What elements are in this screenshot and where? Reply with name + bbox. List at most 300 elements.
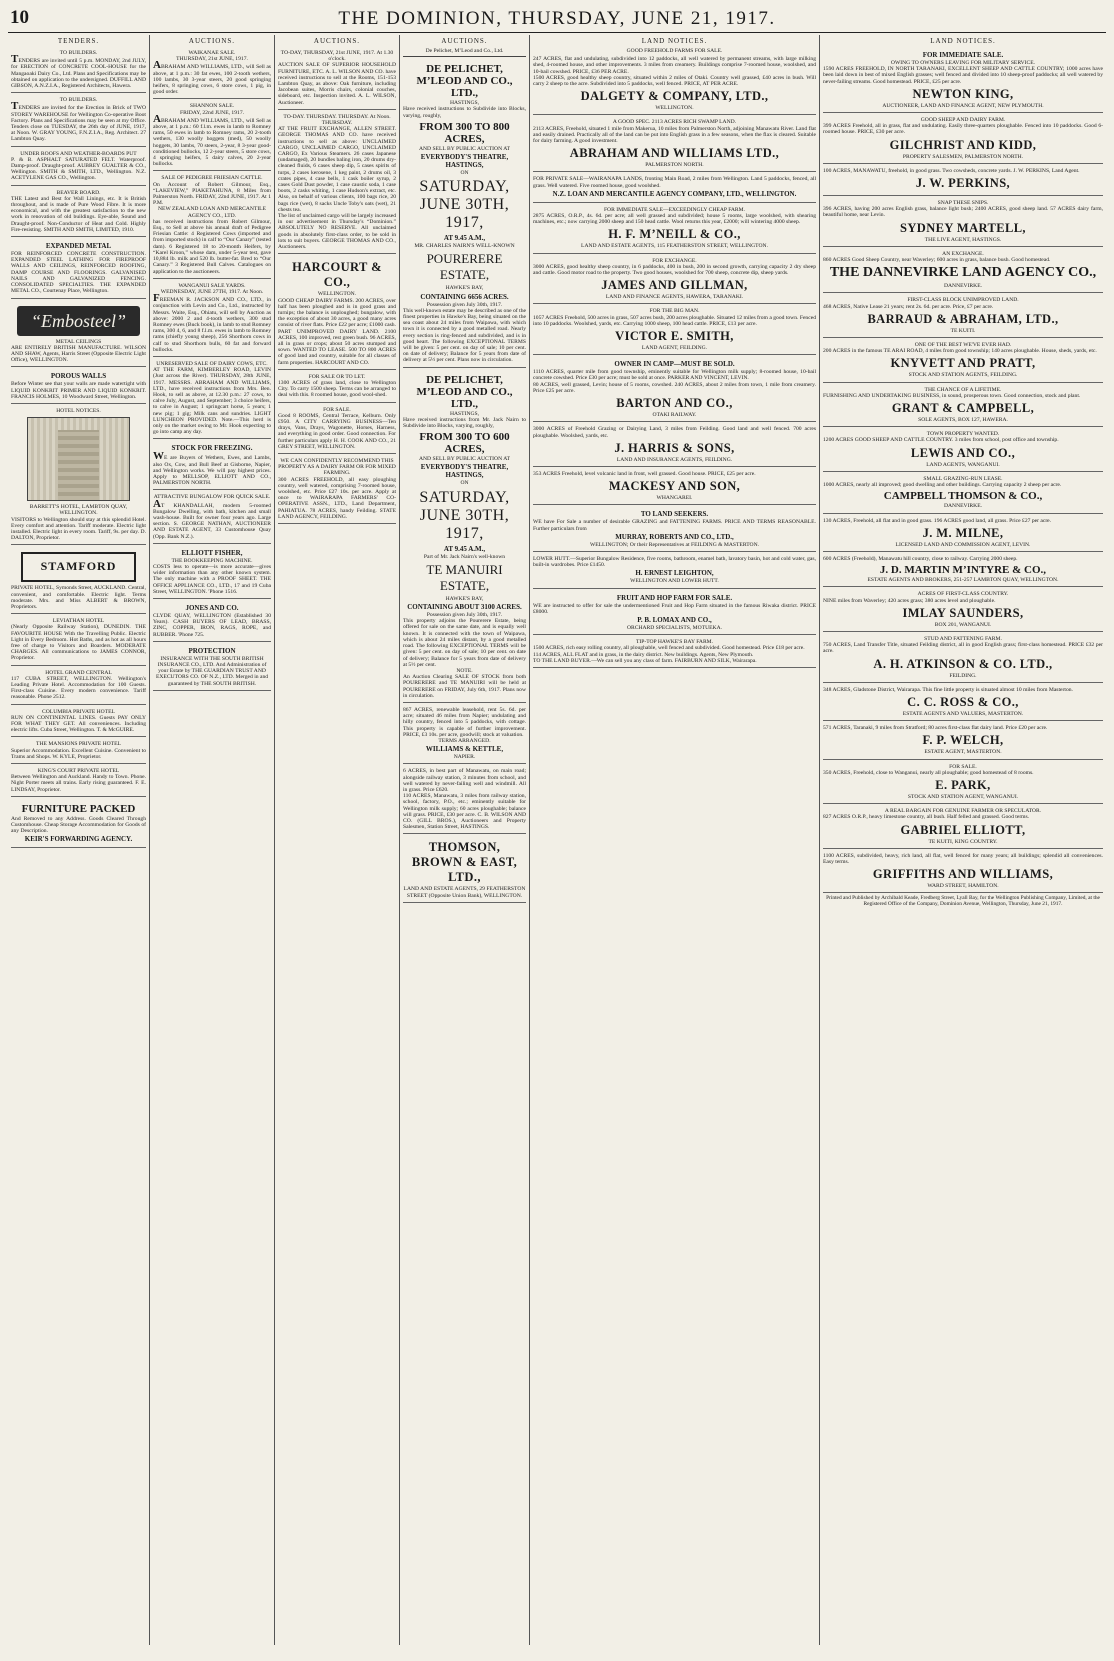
ad-columbia-hotel <box>11 707 146 738</box>
ad-heading: FRUIT AND HOP FARM FOR SALE. <box>616 593 733 602</box>
ad-heading: FOR SALE. <box>323 406 351 413</box>
ad-park <box>823 762 1103 805</box>
ad-harcourt <box>278 256 396 369</box>
ad-subheading: FIRST-CLASS BLOCK UNIMPROVED LAND. <box>907 297 1019 304</box>
ad-body: 2113 ACRES, Freehold, situated 1 mile from Makerua, 10 miles from Palmerston North, adjoining Manawatu River. Land flat and easily drained. Practically all of the land can be put into English grass in a few seasons, when the flax is cleared. Suitable for dairy farming. A good investment. <box>533 125 816 145</box>
ad-martin-mintyre <box>823 554 1103 587</box>
ad-james-gillman <box>533 256 816 305</box>
ad-body: And Removed to any Address. Goods Cleared Through Customhouse. Cheap Storage Accommodation for Goods of any Description. <box>11 815 146 835</box>
ad-subheading: OWNER IN CAMP—MUST BE SOLD. <box>614 360 735 369</box>
firm-place: LAND AND INSURANCE AGENTS, FEILDING. <box>616 456 733 463</box>
firm-place: LAND AGENTS, WANGANUI. <box>926 461 1000 468</box>
ad-body: RUN ON CONTINENTAL LINES. Guests PAY ONLY FOR WHAT THEY GET. All conveniences. Including electric lifts. Cuba Street, Wellington. T. & McGUIRE. <box>11 714 146 734</box>
ad-imlay-saunders <box>823 589 1103 632</box>
estate-area: CONTAINING ABOUT 3100 ACRES. <box>407 603 522 612</box>
firm-name: NEWTON KING, <box>912 86 1014 101</box>
hotel-logo: STAMFORD <box>21 552 136 582</box>
ad-leviathan-hotel <box>11 616 146 665</box>
firm-place: LAND AGENT, FEILDING. <box>641 345 708 352</box>
ad-land-seekers <box>533 507 816 552</box>
ad-perkins <box>823 166 1103 196</box>
firm-place: LICENSED LAND AND COMMISSION AGENT, LEVIN. <box>895 541 1031 548</box>
firm-place: WELLINGTON. <box>317 291 357 298</box>
ad-body: Superior Accommodation. Excellent Cuisine. Convenient to Trams and Shops. W. KYLE, Proprietor. <box>11 747 146 760</box>
ad-date: FRIDAY, 22nd JUNE, 1917. <box>179 109 245 116</box>
column-auctions-3 <box>400 35 530 1645</box>
ad-heading: POROUS WALLS <box>50 372 107 381</box>
masthead <box>8 6 1106 33</box>
ad-body: 396 ACRES, having 200 acres English grass, balance light bush; 2400 ACRES, good sheep land. 57 ACRES dairy farm, beautiful home, near Levin. <box>823 206 1103 219</box>
ad-body: Between Wellington and Auckland. Handy to Town. Phone. Night Porter meets all trains. Early rising guaranteed. F. E. LINDSAY, Proprietor. <box>11 774 146 793</box>
ad-body: 1500 ACRES, rich easy rolling country, all ploughable, well fenced and subdivided. Good homestead. Price £18 per acre. <box>533 645 805 652</box>
auction-day: SATURDAY, JUNE 30TH, 1917, <box>419 488 510 542</box>
ad-asphalt-felt <box>11 149 146 186</box>
firm-name: H. F. M’NEILL & CO., <box>608 227 741 242</box>
ad-dairy-farm-recommend <box>278 456 396 524</box>
ad-body: TENDERS are invited for the Erection in Brick of TWO STOREY WAREHOUSE for Wellington Co-operative Boot Factory. Plans and Specifications may be seen at my Office. Tenders close on TUESDAY, the 26th day of JUNE, 1917, at Noon. W. GRAY YOUNG, F.N.Z.I.A., Reg. Architect. 27 Lambton Quay. <box>11 100 146 143</box>
ad-jones-and-co <box>153 601 271 642</box>
firm-name: CAMPBELL THOMSON & CO., <box>883 490 1043 503</box>
ad-heading: FOR SALE OR TO LET. <box>308 373 366 380</box>
column-tenders <box>8 35 150 1645</box>
firm-name: MACKESY AND SON, <box>608 479 741 494</box>
ad-heading: HOTEL GRAND CENTRAL <box>45 669 112 676</box>
firm-name: J. M. MILNE, <box>922 525 1004 540</box>
firm-name: F. P. WELCH, <box>922 733 1004 748</box>
firm-name: VICTOR E. SMITH, <box>615 329 734 344</box>
divider <box>403 56 526 57</box>
ad-te-manuiri-estate <box>403 370 526 703</box>
firm-name: WILLIAMS & KETTLE, <box>425 745 504 754</box>
ad-heading: PROTECTION <box>188 646 236 655</box>
ad-body: AT THE FRUIT EXCHANGE, ALLEN STREET. GEORGE THOMAS AND CO. have received instructions to sell as above: UNCLAIMED CARGO, UNCLAIMED CARGO, UNCLAIMED CARGO, Ex Various Steamers. 26 cases Japanese (undamaged), 20 bundles baling iron, 20 drums dry-cleaned fluids, 6 cases sheep dip, 5 cases spirits of turps, 2 cases kerosene, 1 keg paint, 2 drums oil, 3 crates pipes, 4 case bells, 1 cask boiler syrup, 2 cases Gold Dust powder, 1 case caustic soda, 1 case boots, 2 casks whiting, 1 case Hudson's extract, etc. Also, on behalf of various clients, 100 bags rice, 20 bags rice (wet), 8 sacks Uncle Toby's oats (wet), 21 chests tea. <box>278 126 396 213</box>
firm-place: DANNEVIRKE. <box>943 283 983 290</box>
ad-leighton <box>533 554 816 589</box>
ad-body: 1110 ACRES, quarter mile from good township, eminently suitable for Wellington milk supply; 8-roomed house, 10-bail concrete cowshed. Price £30 per acre; must be sold at once. PARKER AND VINCENT, LEVIN. <box>533 369 816 382</box>
ad-expanded-metal <box>11 239 146 298</box>
firm-place: STOCK AND STATION AGENTS, FEILDING. <box>908 372 1018 379</box>
firm-place: STOCK AND STATION AGENT, WANGANUI. <box>907 793 1019 800</box>
auction-time: AT 9.45 A.M., <box>443 544 486 553</box>
ad-body: (Nearly Opposite Railway Station), DUNEDIN. THE FAVOURITE HOUSE With the Travelling Public. Electric Light in Every Bedroom. Hot Baths, and as hot as all hours free of charge to Visitors and Boarders. MODERATE CHARGES. All communications to JAMES CONNOR, Proprietor. <box>11 624 146 662</box>
firm-place: HASTINGS, <box>449 100 480 107</box>
ad-newton-king <box>823 48 1103 113</box>
ad-body: VISITORS to Wellington should stay at this splendid Hotel. Every comfort and attention. Tariff moderate. Electric light installed. Electric light in every room. Tariff, 9s. per day. D. DALTON, Proprietor. <box>11 516 146 542</box>
ad-stock-freezing <box>153 441 271 490</box>
printers-imprint: Printed and Published by Archibald Keade, Fredberg Street, Lyall Bay, for the Wellington Publishing Company, Limited, at the Registered Office of the Company, Dominion Avenue, Wellington, Thursday, June 21, 1917. <box>826 895 1100 908</box>
ad-subheading: GOOD SHEEP AND DAIRY FARM. <box>920 117 1006 124</box>
firm-name: KNYVETT AND PRATT, <box>890 356 1036 371</box>
section-heading: AUCTIONS. <box>188 37 236 45</box>
firm-name: P. B. LOMAX AND CO., <box>637 615 712 624</box>
ad-heading: TIP-TOP HAWKE'S BAY FARM. <box>635 639 714 646</box>
image-caption: BARRETT'S HOTEL, LAMBTON QUAY, WELLINGTON. <box>29 504 128 517</box>
firm-name: DALGETY & COMPANY, LTD., <box>580 89 769 104</box>
ad-body: Have received instructions to Subdivide into Blocks, varying, roughly, <box>403 106 526 119</box>
ad-body: 100 ACRES, MANAWATU, freehold, in good grass. Two cowsheds, concrete yards. J. W. PERKINS, Land Agent. <box>823 167 1080 174</box>
ad-subheading: TOWN PROPERTY WANTED. <box>926 431 1000 438</box>
ad-subheading: GOOD FREEHOLD FARMS FOR SALE. <box>626 48 723 54</box>
ad-welch <box>823 723 1103 759</box>
firm-name: BARRAUD & ABRAHAM, LTD., <box>867 311 1059 326</box>
firm-place: BOX 201, WANGANUI. <box>934 621 992 628</box>
ad-heading: SHANNON SALE. <box>189 103 235 110</box>
ad-body: This property adjoins the Pourerere Estate, being offered for sale on the same date, and is equally well known. It is connected with the town of Waipawa, which is about 24 miles distant, by a good metalled road. The following EXCEPTIONAL TERMS will be given: 5 per cent. on day of sale; 10 per cent. on date of delivery; Balance for 5 years from date of delivery at 5½ per cent. <box>403 618 526 668</box>
ad-date: WEDNESDAY, JUNE 27TH, 1917. At Noon. <box>160 288 264 295</box>
ad-body: 350 ACRES, Freehold, close to Wanganui, nearly all ploughable; good homestead of 8 rooms. <box>823 769 1034 776</box>
ad-body: 117 CUBA STREET, WELLINGTON. Wellington's Leading Private Hotel. Accommodation for 100 Guests. First-class Cuisine. Every modern convenience. Tariff reasonable. Phone 2512. <box>11 675 146 701</box>
ad-elliott-fisher <box>153 546 271 599</box>
firm-place: ESTATE AGENTS AND BROKERS, 251-257 LAMBTON QUAY, WELLINGTON. <box>867 577 1059 584</box>
column-auctions-1 <box>150 35 275 1645</box>
acre-range: FROM 300 TO 600 ACRES, <box>419 431 510 456</box>
estate-possession: Possession given July 30th, 1917. <box>426 301 503 308</box>
ad-tender-2 <box>11 95 146 146</box>
ad-barretts-hotel <box>11 406 146 545</box>
ad-date: THURSDAY, 21st JUNE, 1917. <box>176 56 248 63</box>
ad-body: TO THE LAND BUYER.—We can sell you any class of farm. FAIRBURN AND SILK, Wairarapa. <box>533 657 757 664</box>
ad-body: ABRAHAM AND WILLIAMS, LTD., will Sell as above, at 1 p.m.: 60 f.l.m. ewes in lamb to Romney rams, 50 ewes in lamb to Romney rams, 20 2-tooth wethers, 130 woolly hoggets (med), 50 woolly hoggets, 30 lambs, 70 steers, 2-year, 8 3-year good-conditioned bullocks, 12 2-year steers, 5 store cows, 4 springing heifers, 5 dairy calves, 20 2-year bullocks. <box>153 112 271 168</box>
ad-body: 600 ACRES (Freehold), Manawatu hill country, close to railway. Carrying 2000 sheep. <box>823 555 1018 562</box>
section-heading: LAND NOTICES. <box>930 37 996 45</box>
section-heading: TENDERS. <box>57 37 100 45</box>
firm-name: THE DANNEVIRKE LAND AGENCY CO., <box>829 265 1097 281</box>
ad-body: WE have For Sale a number of desirable GRAZING and FATTENING FARMS. PRICE AND TERMS REASONABLE. Further particulars from <box>533 519 816 532</box>
firm-name: THOMSON, BROWN & EAST, LTD., <box>411 840 518 885</box>
ad-body: WE are Buyers of Wethers, Ewes, and Lambs, also Ox, Cow, and Bull Beef at Gisborne, Napier, and Wellington works. We will pay highest prices. Apply to MELLSOP, ELLIOTT AND CO., PALMERSTON NORTH. <box>153 450 271 487</box>
ad-body: FREEMAN R. JACKSON AND CO., LTD., in conjunction with Levin and Co., Ltd., instructed by Messrs. Waite, Esq., Ohiatu, will sell by Auction as above: 2000 2 and 4-tooth wethers, 300 stud Romney ewes (Buck book), in lamb to stud Romney rams, 300 4, 6, and 8 f.l.m. ewes in lamb to Romney rams (chiefly young sheep), 256 Shorthorn cows in calf to stud Shorthorn bulls, 60 fat and forward bullocks. <box>153 292 271 353</box>
ad-body: 300 ACRES FREEHOLD, all easy ploughing country, well watered, comprising 7-roomed house, woolshed, etc. Price £27 10s. per acre. Apply at once to WAIRARAPA FARMERS' CO-OPERATIVE ASSN., LTD., Land Department, PAHIATUA. 78 ACRES, handy Feilding. STATE LAND AGENCY, FEILDING. <box>278 476 396 520</box>
ad-subheading: NEW ZEALAND LOAN AND MERCANTILE AGENCY CO., LTD. <box>157 206 267 219</box>
column-land-notices-1 <box>530 35 820 1645</box>
ad-heading: STOCK FOR FREEZING. <box>171 444 253 453</box>
ad-body: 3000 ACRES, good healthy sheep country, in 6 paddocks, 400 in bush, 200 in second growth, carrying capacity 2 dry sheep and cattle. Good motor road to the property. Two good houses, woolshed for 700 sheep, concrete dip, sheep yards. <box>533 263 816 277</box>
ad-harris-sons <box>533 424 816 467</box>
ad-waikanae-sale <box>153 48 271 99</box>
auction-time: AT 9.45 A.M., <box>443 234 486 243</box>
ad-subheading: OWING TO OWNERS LEAVING FOR MILITARY SERVICE. <box>890 60 1036 66</box>
ad-body: WE are instructed to offer for sale the undermentioned Fruit and Hop Farm situated in the famous Riwaka district. PRICE £8000. <box>533 602 816 615</box>
section-heading: AUCTIONS. <box>441 37 488 45</box>
ad-nz-loan <box>533 174 816 202</box>
firm-name: H. ERNEST LEIGHTON, <box>635 569 714 578</box>
ad-mneill <box>533 205 816 254</box>
ad-grant-campbell <box>823 385 1103 428</box>
ad-furniture-packed <box>11 799 146 849</box>
ad-body: 353 ACRES Freehold, level volcanic land in front, well grassed. Good house. PRICE, £25 per acre. <box>533 470 756 477</box>
ad-heading: KING'S COURT PRIVATE HOTEL <box>37 768 120 775</box>
auction-venue: EVERYBODY'S THEATRE, HASTINGS, <box>420 153 509 170</box>
firm-place: LAND AND FINANCE AGENTS, HAWERA, TARANAKI. <box>605 294 744 301</box>
firm-name: SYDNEY MARTELL, <box>900 220 1026 235</box>
ad-furniture-auction <box>278 48 396 110</box>
ad-body: 3000 ACRES of Freehold Grazing or Dairying Land, 3 miles from Feilding. Good land and well fenced. 700 acres ploughable. Woolshed, yards, etc. <box>533 426 816 439</box>
ad-body: 867 ACRES, renewable leasehold, rent 5s. 6d. per acre; situated 46 miles from Napier; undulating and hilly country, fenced into 5 paddocks, with cottage. This property is capable of further improvement. PRICE, £3 10s. per acre, goodwill; stock at valuation. <box>403 706 526 738</box>
page-number: 10 <box>10 7 29 28</box>
ad-heading: UNRESERVED SALE OF DAIRY COWS, ETC. <box>156 360 268 367</box>
ad-subheading: A GOOD SPEC. 2113 ACRES RICH SWAMP LAND. <box>612 119 737 126</box>
ad-body: FOR PRIVATE SALE—WAIRANAPA LANDS, fronting Main Road, 2 miles from Wellington. Land 5 paddocks, fenced, all grass. Well watered. Five roomed house, good woolshed. <box>533 176 816 189</box>
ad-body: 1200 ACRES GOOD SHEEP AND CATTLE COUNTRY. 3 miles from school, post office and township. <box>823 437 1059 444</box>
ad-body: 1300 ACRES of grass land, close to Wellington City. To carry 1500 sheep. Terms can be arranged to deal with this. 8 roomed house, good wool-shed. <box>278 379 396 399</box>
ad-subheading: FOR EXCHANGE. <box>652 257 697 264</box>
ad-williams-kettle <box>403 705 526 764</box>
ad-body: 2875 ACRES, O.R.P., 4s. 6d. per acre; all well grassed and subdivided; house 5 rooms, large woolshed, with shearing machines, etc.; now carrying 2000 sheep and 150 head cattle. Wool returns this year, £2000; will wintering 4000 sheep. <box>533 213 816 226</box>
ad-body: This well-known estate may be described as one of the finest properties in Hawke's Bay, being situated on the sea coast about 24 miles from Waipawa, with which town it is connected by a good metalled road. Nearly every section is ring-fenced and subdivided, and is in good heart. The following EXCEPTIONAL TERMS will be given: 5 per cent. on day of sale; 10 per cent. on date of delivery; Balance for 5 years from date of delivery at 5½ per cent. Plans now in circulation. <box>403 307 526 364</box>
ad-hawkes-bay-farm <box>533 637 816 668</box>
ad-embosteel <box>11 301 146 368</box>
firm-name: J. D. MARTIN M’INTYRE & CO., <box>879 564 1047 577</box>
newspaper-page <box>8 6 1106 1646</box>
firm-place: SOLE AGENTS, BOX 127, HAWERA. <box>918 417 1008 424</box>
ad-subheading: FOR SALE. <box>949 763 977 770</box>
note-body: An Auction Clearing SALE OF STOCK from both POURERERE and TE MANUIRI will be held at POURERERE on FRIDAY, July 6th, 1917. Plans now in circulation. <box>403 674 526 699</box>
firm-place: TE KUITI. <box>950 327 976 334</box>
column-land-notices-2 <box>820 35 1106 1645</box>
estate-location: HAWKE'S BAY, <box>445 285 484 292</box>
ad-body: FOR REINFORCED CONCRETE CONSTRUCTION. EXPANDED STEEL LATHING FOR FIREPROOF WALLS AND CEILINGS, REINFORCED ROOFING, DAMP COURSE AND FLOORINGS. GALVANISED NAILS AND GALVANIZED FENCING. CONSOLIDATED SPECIALTIES. THE EXPANDED METAL CO., Courtenay Place, Wellington. <box>11 251 146 295</box>
estate-name: POURERERE ESTATE, <box>426 251 503 283</box>
firm-name: HARCOURT & CO., <box>292 260 382 290</box>
ad-subheading: A REAL BARGAIN FOR GENUINE FARMER OR SPECULATOR. <box>884 808 1042 815</box>
ad-body: 1500 ACRES, good healthy sheep country, situated within 2 miles of Otaki. Country well grassed, £40 acres in bush. Will carry 2 sheep to the acre. Subdivided into 5 paddocks, well fenced. PRICE, AT PER ACRE. <box>533 74 816 88</box>
firm-name: GABRIEL ELLIOTT, <box>900 822 1026 837</box>
firm-name: J. W. PERKINS, <box>915 176 1011 191</box>
ad-body: 200 ACRES in the famous TE ARAI ROAD, 4 miles from good township; 140 acres ploughable. House, sheds, yards, etc. <box>823 348 1097 355</box>
estate-location: HAWKE'S BAY, <box>445 595 484 602</box>
ad-subheading: STUD AND FATTENING FARM. <box>924 635 1002 642</box>
ad-gilchrist-kidd <box>823 115 1103 164</box>
acre-range: FROM 300 TO 800 ACRES, <box>419 120 510 145</box>
firm-place: ESTATE AGENTS AND VALUERS, MASTERTON. <box>902 710 1024 717</box>
ad-heading: TO LAND SEEKERS. <box>640 510 709 519</box>
firm-name: BARTON AND CO., <box>616 396 733 411</box>
ad-pourerere-estate <box>403 59 526 367</box>
ad-subheading: SNAP THESE SNIPS. <box>937 200 989 207</box>
ad-mansions-hotel <box>11 739 146 764</box>
ad-fruit-hop-farm <box>533 591 816 636</box>
ad-body: AUCTION SALE OF SUPERIOR HOUSEHOLD FURNITURE, ETC. A. L. WILSON AND CO. have received instructions to sell at the Rooms, 151-153 Lambton Quay, as above: Oak furniture, including Jacobean suites, Morris chairs, colonial couches, sideboard, etc. Inspection invited. A. L. WILSON, Auctioneer. <box>278 62 396 106</box>
ad-body: AT KHANDALLAH, modern 5-roomed Bungalow Dwelling, with bath, kitchen and small wash-house. Built for owner four years ago. Large section. S. GEORGE NATHAN, AUCTIONEER AND ESTATE AGENT, 33 Customhouse Quay (Opp. Bank N.Z.). <box>153 497 271 540</box>
ad-heading: UNDER ROOFS AND WEATHER-BOARDS PUT <box>20 150 137 157</box>
ad-unclaimed-cargo <box>278 112 396 254</box>
ad-heading: BEAVER BOARD. <box>56 189 101 196</box>
firm-name: GRANT & CAMPBELL, <box>891 401 1035 416</box>
ad-line: AND SELL BY PUBLIC AUCTION AT <box>418 145 511 152</box>
ad-stamford-hotel <box>11 547 146 614</box>
section-heading: LAND NOTICES. <box>641 37 708 45</box>
ad-heading: WE CAN CONFIDENTLY RECOMMEND THIS PROPERTY AS A DAIRY FARM OR FOR MIXED FARMING. <box>278 457 396 477</box>
estate-possession: Possession given July 30th, 1917. <box>426 612 503 619</box>
firm-place: WHANGAREI. <box>656 495 693 502</box>
estate-intro: MR. CHARLES NAIRN'S WELL-KNOWN <box>414 243 515 250</box>
firm-place: WELLINGTON; Or their Representatives at FEILDING & MASTERTON. <box>589 541 760 548</box>
ad-tender-1 <box>11 48 146 93</box>
ad-atkinson <box>823 634 1103 683</box>
ad-subheading: FOR IMMEDIATE SALE. <box>922 51 1004 59</box>
ad-protection <box>153 644 271 691</box>
ad-footer: KEIR'S FORWARDING AGENCY. <box>24 835 133 844</box>
ad-body: 750 ACRES, Land Transfer Title, situated Feilding district, all in good English grass; first-class homestead. PRICE £32 per acre. <box>823 642 1103 655</box>
ad-line: AND SELL BY PUBLIC AUCTION AT <box>418 456 511 463</box>
ad-body: 399 ACRES Freehold, all in grass, flat and undulating. Easily three-quarters ploughable. Fenced into 10 paddocks. Good 6-roomed house. PRICE, £30 per acre. <box>823 123 1103 136</box>
ad-subheading: ONE OF THE BEST WE'VE EVER HAD. <box>914 342 1012 349</box>
hotel-illustration <box>27 417 130 501</box>
ad-body: On Account of Robert Gilmour, Esq., “LAKEVIEW,” PIAKETAHUNA, 8 Miles from Palmerston North. FRIDAY, 22nd JUNE, 1917. At 1 P.M. <box>153 181 271 207</box>
ad-line: ON <box>460 170 469 177</box>
firm-name: C. C. ROSS & CO., <box>907 694 1019 709</box>
firm-name: GILCHRIST AND KIDD, <box>889 137 1037 152</box>
ad-campbell-thomson <box>823 474 1103 514</box>
firm-place: DANNEVIRKE. <box>943 503 983 510</box>
ad-body: INSURANCE WITH THE SOUTH BRITISH INSURANCE CO., LTD. And Administration of your Estate by THE GUARDIAN TRUST AND EXECUTORS CO. OF N.Z., LTD. Merged in and guaranteed by THE SOUTH BRITISH. <box>155 655 269 687</box>
newspaper-title: THE DOMINION, THURSDAY, JUNE 21, 1917. <box>338 8 776 29</box>
firm-place: OTAKI RAILWAY. <box>652 412 697 419</box>
ad-heading: TO BUILDERS. <box>59 50 98 56</box>
ad-body: COSTS less to operate—is more accurate—gives wider information than any other known system. The only machine with a PROOF SHEET. THE OFFICE APPLIANCE CO., LTD., 17 and 19 Cuba Street, WELLINGTON. 'Phone 1516. <box>153 564 271 595</box>
firm-place: PALMERSTON NORTH. <box>645 162 704 169</box>
ad-body: LOWER HUTT.—Superior Bungalow Residence, five rooms, bathroom, enamel bath, lavatory basin, hot and cold water, gas, built-in wardrobes. Price £1450. <box>533 555 816 569</box>
firm-name: J. HARRIS & SONS, <box>614 440 735 455</box>
ad-lewis-and-co <box>823 429 1103 472</box>
firm-name: ABRAHAM AND WILLIAMS LTD., <box>569 146 780 161</box>
ad-manawatu-farms <box>403 766 526 834</box>
ad-body: 860 ACRES Good Sheep Country, near Waverley; 600 acres in grass, balance bush. Good homestead. <box>823 257 1051 264</box>
firm-place: LAND AND ESTATE AGENTS, 29 FEATHERSTON STREET (Opposite Union Bank), WELLINGTON. <box>403 886 526 899</box>
firm-place: HASTINGS, <box>449 410 480 417</box>
ad-body: FURNISHING AND UNDERTAKING BUSINESS, in sound, prosperous town. Good connection, stock and plant. <box>823 392 1081 399</box>
firm-name: GRIFFITHS AND WILLIAMS, <box>872 867 1054 882</box>
ad-body: 571 ACRES, Taranaki, 9 miles from Stratford; 80 acres first-class flat dairy land. Price £20 per acre. <box>823 725 1048 732</box>
ad-heading: SALE OF PEDIGREE FRIESIAN CATTLE. <box>161 175 263 182</box>
ad-subheading: FOR THE BIG MAN. <box>649 308 700 315</box>
ad-body: AT THE FARM, KIMBERLEY ROAD, LEVIN (Just across the River). THURSDAY, 28th JUNE, 1917. MESSRS. ABRAHAM AND WILLIAMS, LTD., have received instructions from Mrs. Ben. Hook, to sell as above, at 12.30 p.m.: 27 cows, to calve July, August, and September; 3 choice heifers, to calve in August; 1 springcart horse, 5 years; 1 new pig; 1 gig; Milk cans and sundries. LIGHT LUNCHEON PROVIDED. Note.—This herd is only on the market owing to Mr. Hook expecting to go into camp any day. <box>153 367 271 436</box>
ad-sale-or-let <box>278 372 396 403</box>
estate-name: TE MANUIRI ESTATE, <box>426 561 503 593</box>
ad-body: 468 ACRES, Native Lease 21 years; rent 2s. 6d. per acre. Price, £7 per acre. <box>823 303 994 310</box>
auction-day: SATURDAY, JUNE 30TH, 1917, <box>419 178 510 232</box>
ad-wanganui-sale <box>153 281 271 357</box>
ad-mackesy <box>533 469 816 505</box>
firm-name: E. PARK, <box>935 777 991 792</box>
ad-body: Before Winter see that your walls are made watertight with LIQUID KONKRIT PRIMER AND LIQUID KONKRIT. FRANCIS HOLMES, 10 Woodward Street, Wellington. <box>11 381 146 400</box>
ad-heading: HOTEL NOTICES. <box>56 407 101 414</box>
ad-body: THE Latest and Best for Wall Linings, etc. It is British throughout, and is made of Pure Wood Fibre. It is more economical, and with the greatest satisfaction to the new work in renovation of old buildings. Eye-able, Sound and Draught-proof. Non-Conductor of Heat and Cold. Highly Fire-resisting. SMITH AND SMITH, LIMITED, 1910. <box>11 195 146 233</box>
ad-body: CLYDE QUAY, WELLINGTON (Established 30 Years). CASH BUYERS OF LEAD, BRASS, ZINC, COPPER, IRON, RAGS, ROPE, and RUBBER. 'Phone 725. <box>153 613 271 638</box>
ad-line: ON <box>460 480 469 487</box>
ad-heading: WANGANUI SALE YARDS. <box>178 282 246 289</box>
ad-subheading: SMALL GRAZING-RUN LEASE. <box>923 475 1003 482</box>
firm-name: JAMES AND GILLMAN, <box>601 278 748 293</box>
ad-gabriel-elliott <box>823 806 1103 849</box>
firm-place: LAND AND ESTATE AGENTS, 115 FEATHERSTON STREET, WELLINGTON. <box>581 243 768 250</box>
ad-shannon-sale <box>153 101 271 171</box>
firm-place: WELLINGTON AND LOWER HUTT. <box>630 578 719 585</box>
auction-venue: EVERYBODY'S THEATRE, HASTINGS, <box>420 463 509 480</box>
ad-date: TO-DAY, THURSDAY, 21st JUNE, 1917. At 1.30 o'clock. <box>280 50 394 63</box>
firm-name: DE PELICHET, M’LEOD AND CO., LTD., <box>416 63 513 100</box>
firm-place: TE KUITI, KING COUNTRY. <box>928 838 998 845</box>
ad-subheading: THE CHANCE OF A LIFETIME. <box>924 386 1002 393</box>
ad-abraham-williams <box>533 117 816 172</box>
ad-porous-walls <box>11 369 146 404</box>
ad-body: 827 ACRES O.R.P., heavy limestone country, all bush. Half felled and grassed. Good terms. <box>823 814 1030 821</box>
firm-place: AUCTIONEER, LAND AND FINANCE AGENT, NEW PLYMOUTH. <box>882 102 1044 109</box>
ad-heading: THE MANSIONS PRIVATE HOTEL <box>36 741 121 748</box>
ad-beaver-board <box>11 188 146 237</box>
firm-place: WELLINGTON. <box>655 105 694 112</box>
ad-line: TERMS ARRANGED. <box>438 737 491 744</box>
ad-body: The list of unclaimed cargo will be largely increased in our advertisement in Thursday's “Dominion.” ABSOLUTELY NO RESERVE. All unclaimed goods in absolutely first-class order, to be sold in lots to suit buyers. GEORGE THOMAS AND CO., Auctioneers. <box>278 213 396 251</box>
firm-name: IMLAY SAUNDERS, <box>902 605 1024 620</box>
ad-body: 247 ACRES, flat and undulating, subdivided into 12 paddocks, all well watered by permanent streams, with large milking shed, 4-roomed house, and other improvements. 3 miles from creamery. Buildings comprise 7-roomed house, woolshed, and 10-bail cowshed. PRICE, £36 PER ACRE. <box>533 56 816 75</box>
ad-date: TO-DAY. THURSDAY. THURSDAY. At Noon. THURSDAY. <box>283 113 391 127</box>
firm-place: ORCHARD SPECIALISTS, MOTUEKA. <box>626 624 723 631</box>
ad-heading: EXPANDED METAL <box>45 242 112 251</box>
ad-heading: JONES AND CO. <box>185 604 239 613</box>
firm-name: DE PELICHET, M’LEOD AND CO., LTD., <box>416 373 513 410</box>
ad-body: 110 ACRES, Manawatu, 3 miles from railway station, school, factory, P.O., etc.; eminently suitable for Wellington milk supply; 60 acres ploughable; balance will grass. PRICE, £30 per acre. C. B. WILSON AND CO. (GILL BROS.), Auctioneers and Property Salesmen, Station Street, HASTINGS. <box>403 793 526 831</box>
ad-barraud-abraham <box>823 295 1103 338</box>
ad-heading: ATTRACTIVE BUNGALOW FOR QUICK SALE. <box>153 494 271 501</box>
ad-dannevirke-land <box>823 249 1103 294</box>
ad-heading: METAL CEILINGS <box>55 338 102 345</box>
ad-grand-central <box>11 668 146 705</box>
ad-knyvett-pratt <box>823 340 1103 383</box>
ad-subheading: FOR IMMEDIATE SALE—EXCEEDINGLY CHEAP FARM. <box>603 206 746 213</box>
ad-body: 130 ACRES, Freehold, all flat and in good grass. 196 ACRES good land, all grass. Price £27 per acre. <box>823 517 1052 524</box>
ad-body: has received instructions from Robert Gilmour, Esq., to Sell at above his annual draft of Pedigree Friesian Cattle: 4 Registered Cows (imported and from imported stock) in calf to “Our Canary” (tested dam). 6 Registered 18 to 20-month Heifers, by “Karel Kroon,” whose dam, under 5-year test, gave 10,884 lb. milk and 520 lb. butter-fat. Bred to “Our Canary.” 3 Registered Bull Calves. Catalogues on application to the auctioneers. <box>153 218 271 275</box>
ad-body: ARE ENTIRELY BRITISH MANUFACTURE. WILSON AND SHAW, Agents, Harris Street (Opposite Electric Light Office), WELLINGTON. <box>11 344 146 364</box>
estate-intro: Part of Mr. Jack Nairn's well-known <box>423 553 506 560</box>
ad-bungalow <box>153 492 271 543</box>
ad-body: 1100 ACRES, subdivided, heavy, rich land, all flat, well fenced for many years; all buildings; splendid all conveniences. Easy terms. <box>823 852 1103 865</box>
ad-victor-smith <box>533 306 816 355</box>
column-firm-line: De Pelichet, M’Leod and Co., Ltd. <box>425 48 504 54</box>
ad-body: Have received instructions from Mr. Jack Nairn to Subdivide into Blocks, varying, roughly, <box>403 416 526 430</box>
ad-body: P. & B. ASPHALT SATURATED FELT. Waterproof. Damp-proof. Draught-proof. AUBREY GUALTER & CO., Wellington. SMITH & SMITH, LTD., Wellington. N.Z. ACETYLENE GAS CO., Wellington. <box>11 156 146 182</box>
ad-body: 1590 ACRES FREEHOLD, IN NORTH TARANAKI, EXCELLENT SHEEP AND CATTLE COUNTRY; 1000 acres have been laid down in best of mixed English grasses; well fenced and divided into 10 sheep-proof paddocks; all well watered by never-failing streams. Good homestead. PRICE, £25 per acre. <box>823 66 1103 85</box>
firm-name: LEWIS AND CO., <box>910 445 1016 460</box>
ad-owner-in-camp <box>533 357 816 422</box>
columns <box>8 35 1106 1645</box>
ad-body: PRIVATE HOTEL, Symonds Street, AUCKLAND. Central, convenient, and comfortable. Electric light. Terms moderate. Mrs. and Miss ALBERT & BROWN, Proprietors. <box>11 585 146 610</box>
ad-for-sale-kelburn <box>278 405 396 454</box>
ad-body: ABRAHAM AND WILLIAMS, LTD., will Sell as above, at 1 p.m.: 30 fat ewes, 100 2-tooth wethers, 100 lambs, 30 3-year steers, 20 good springing heifers, 8 springing cows, 6 store cows, 1 pig, in good order. <box>153 59 271 96</box>
firm-place: FEILDING. <box>949 672 977 679</box>
ad-body: 1000 ACRES, nearly all improved; good dwelling and other buildings. Carrying capacity 2 sheep per acre. <box>823 482 1062 489</box>
ad-body: 80 ACRES, well grassed, Levin; house of 5 rooms, cowshed. 240 ACRES, about 2 miles from town, 1 mile from creamery. Price £25 per acre. <box>533 381 816 394</box>
ad-heading: LEVIATHAN HOTEL <box>52 618 105 625</box>
firm-place: PROPERTY SALESMEN, PALMERSTON NORTH. <box>902 153 1024 160</box>
firm-place: NAPIER. <box>453 754 476 761</box>
ad-body: GOOD CHEAP DAIRY FARMS. 200 ACRES, over half has been ploughed and is in good grass and turnips; the balance is unploughed; bungalow, with the exception of about 30 acres, a good many acres consist of river flats. Price £22 per acre; £1000 cash. PART UNIMPROVED DAIRY LAND. 2100 ACRES, 100 improved, rest green bush. 96 ACRES, all in grass or crops; about 50 acres stumped and sown. WANTED TO LEASE. 500 TO 800 ACRES of good land and country, suitable for all classes of farm properties. HARCOURT AND CO. <box>278 297 396 366</box>
note-heading: NOTE. <box>456 667 473 674</box>
ad-body: TENDERS are invited until 5 p.m. MONDAY, 2nd JULY, for ERECTION of CONCRETE COOL-HOUSE for the Mangaoaki Dairy Co., Ltd. Plans and Specifications may be obtained on application to the undersigned. DUFFILL AND GIBSON, A.N.Z.I.A., Registered Architects, Hawera. <box>11 53 146 90</box>
estate-area: CONTAINING 6656 ACRES. <box>420 292 509 301</box>
ad-subheading: AN EXCHANGE. <box>942 250 984 257</box>
ad-thomson-brown-east <box>403 836 526 902</box>
ad-heading: TO BUILDERS. <box>59 97 98 104</box>
ad-body: 114 ACRES, ALL FLAT and in grass, in the dairy district. New buildings. Agents, New Plymouth. <box>533 651 754 658</box>
ad-body: Good 8 ROOMS, Central Terrace, Kelburn. Only £950. A CITY CARRYING BUSINESS—Ten drays, Vans, Drays, Wagonette, Horses, Harness, and everything in good order. Good connection. For further particulars apply H. H. COOK AND CO., 21 GREY STREET, WELLINGTON. <box>278 412 396 450</box>
firm-name: MURRAY, ROBERTS AND CO., LTD., <box>615 532 734 541</box>
firm-name: N.Z. LOAN AND MERCANTILE AGENCY COMPANY, LTD., WELLINGTON. <box>552 189 797 198</box>
ad-dairy-cows-sale <box>153 359 271 439</box>
ad-body: 1057 ACRES Freehold, 500 acres in grass, 507 acres bush, 200 acres ploughable. Situated 12 miles from a good town. Fenced into 10 paddocks. Woolshed, yards, etc. Carrying 1000 sheep, 100 head cattle. PRICE, £13 per acre. <box>533 314 816 327</box>
ad-griffiths-williams <box>823 851 1103 894</box>
ad-subheading: THE BOOKKEEPING MACHINE. <box>171 557 253 564</box>
